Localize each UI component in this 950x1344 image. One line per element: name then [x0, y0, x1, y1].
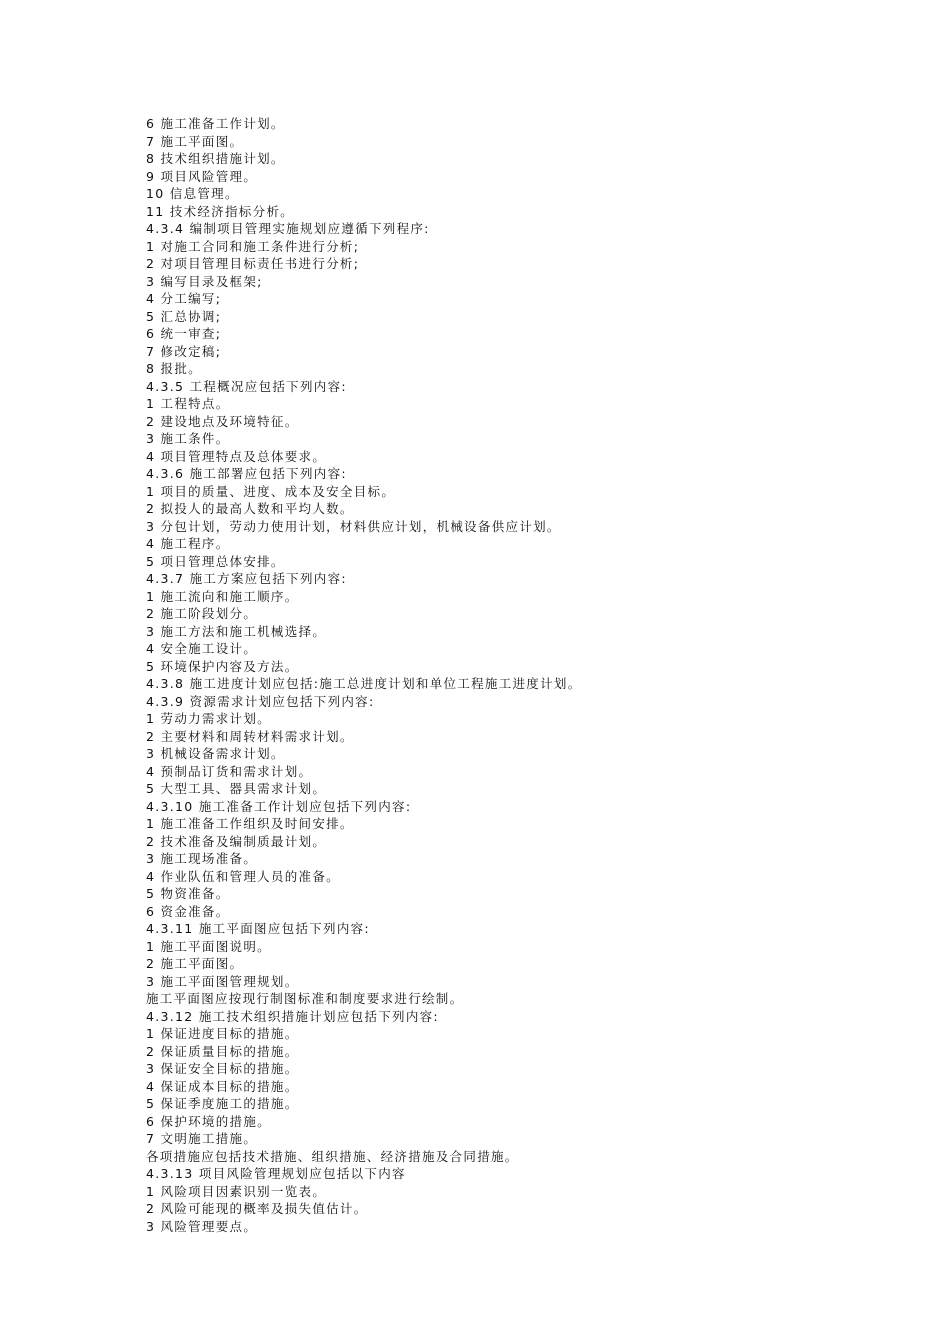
text-line: 11 技术经济指标分析。: [146, 203, 294, 219]
text-line: 1 保证进度目标的措施。: [146, 1026, 299, 1041]
text-line: 4 作业队伍和管理人员的准备。: [146, 868, 340, 884]
text-line: 8 报批。: [146, 361, 202, 376]
document-body: [146, 115, 926, 1235]
text-line: 4.3.11 施工平面图应包括下列内容:: [146, 921, 370, 936]
text-line: 4.3.7 施工方案应包括下列内容:: [146, 571, 347, 586]
text-line: 5 环境保护内容及方法。: [146, 658, 299, 674]
text-line: 7 文明施工措施。: [146, 1131, 258, 1146]
text-line: 6 保护环境的措施。: [146, 1113, 271, 1129]
text-line: 1 施工平面图说明。: [146, 938, 271, 954]
text-line: 2 保证质量目标的措施。: [146, 1043, 299, 1059]
text-line: 4 保证成本目标的措施。: [146, 1078, 299, 1094]
text-line: 8 技术组织措施计划。: [146, 151, 285, 166]
text-line: 3 编写目录及框架;: [146, 273, 263, 289]
text-line: 5 汇总协调;: [146, 308, 222, 324]
text-line: 2 对项目管理目标责任书进行分析;: [146, 256, 360, 271]
text-line: 9 项目风险管理。: [146, 168, 258, 184]
text-line: 4 安全施工设计。: [146, 641, 258, 656]
text-line: 3 分包计划，劳动力使用计划，材料供应计划，机械设备供应计划。: [146, 518, 561, 534]
text-line: 1 工程特点。: [146, 396, 230, 411]
text-line: 4.3.12 施工技术组织措施计划应包括下列内容:: [146, 1008, 439, 1024]
text-line: 2 施工阶段划分。: [146, 606, 258, 621]
text-line: 4.3.9 资源需求计划应包括下列内容:: [146, 693, 375, 709]
text-line: 施工平面图应按现行制图标准和制度要求进行绘制。: [146, 991, 464, 1006]
text-line: 4 预制品订货和需求计划。: [146, 763, 313, 779]
text-line: 3 施工平面图管理规划。: [146, 973, 299, 989]
text-line: 3 机械设备需求计划。: [146, 746, 285, 761]
text-line: 10 信息管理。: [146, 186, 239, 201]
text-line: 6 施工准备工作计划。: [146, 116, 285, 131]
text-line: 2 技术准备及编制质最计划。: [146, 833, 327, 849]
text-line: 2 拟投人的最高人数和平均人数。: [146, 501, 354, 516]
text-line: 2 建设地点及环境特征。: [146, 413, 299, 429]
text-line: 4.3.10 施工准备工作计划应包括下列内容:: [146, 798, 412, 814]
text-line: 5 项日管理总体安排。: [146, 553, 285, 569]
text-line: 2 施工平面图。: [146, 956, 244, 971]
text-line: 1 项目的质量、进度、成本及安全目标。: [146, 483, 396, 499]
text-line: 各项措施应包括技术措施、组织措施、经济措施及合同措施。: [146, 1148, 519, 1164]
text-line: 4.3.6 施工部署应包括下列内容:: [146, 466, 347, 481]
text-line: 1 劳动力需求计划。: [146, 711, 271, 726]
text-line: 3 保证安全目标的措施。: [146, 1061, 299, 1076]
text-line: 6 统一审查;: [146, 326, 222, 341]
text-line: 2 主要材料和周转材料需求计划。: [146, 728, 354, 744]
text-line: 4.3.13 项目风险管理规划应包括以下内容: [146, 1166, 406, 1181]
text-line: 1 风险项目因素识别一览表。: [146, 1183, 327, 1199]
text-line: 3 风险管理要点。: [146, 1218, 258, 1234]
text-line: 4 分工编写;: [146, 291, 222, 306]
text-line: 3 施工方法和施工机械选择。: [146, 623, 327, 639]
text-line: 5 大型工具、器具需求计划。: [146, 781, 327, 796]
text-line: 4.3.5 工程概况应包括下列内容:: [146, 378, 347, 394]
text-line: 5 保证季度施工的措施。: [146, 1096, 299, 1111]
text-line: 5 物资准备。: [146, 886, 230, 901]
text-line: 4.3.8 施工进度计划应包括:施工总进度计划和单位工程施工进度计划。: [146, 676, 582, 691]
text-line: 1 施工流向和施工顺序。: [146, 588, 299, 604]
text-line: 1 施工准备工作组织及时间安排。: [146, 816, 354, 831]
text-line: 4.3.4 编制项目管理实施规划应遵循下列程序:: [146, 221, 430, 236]
text-line: 6 资金准备。: [146, 903, 230, 919]
text-line: 3 施工条件。: [146, 431, 230, 446]
text-line: 4 施工程序。: [146, 536, 230, 551]
text-line: 7 修改定稿;: [146, 343, 222, 359]
text-line: 1 对施工合同和施工条件进行分析;: [146, 238, 360, 254]
text-line: 7 施工平面图。: [146, 133, 244, 149]
text-line: 3 施工现场准备。: [146, 851, 258, 866]
text-line: 4 项目管理特点及总体要求。: [146, 448, 327, 464]
text-line: 2 风险可能现的概率及损失值估计。: [146, 1201, 368, 1216]
